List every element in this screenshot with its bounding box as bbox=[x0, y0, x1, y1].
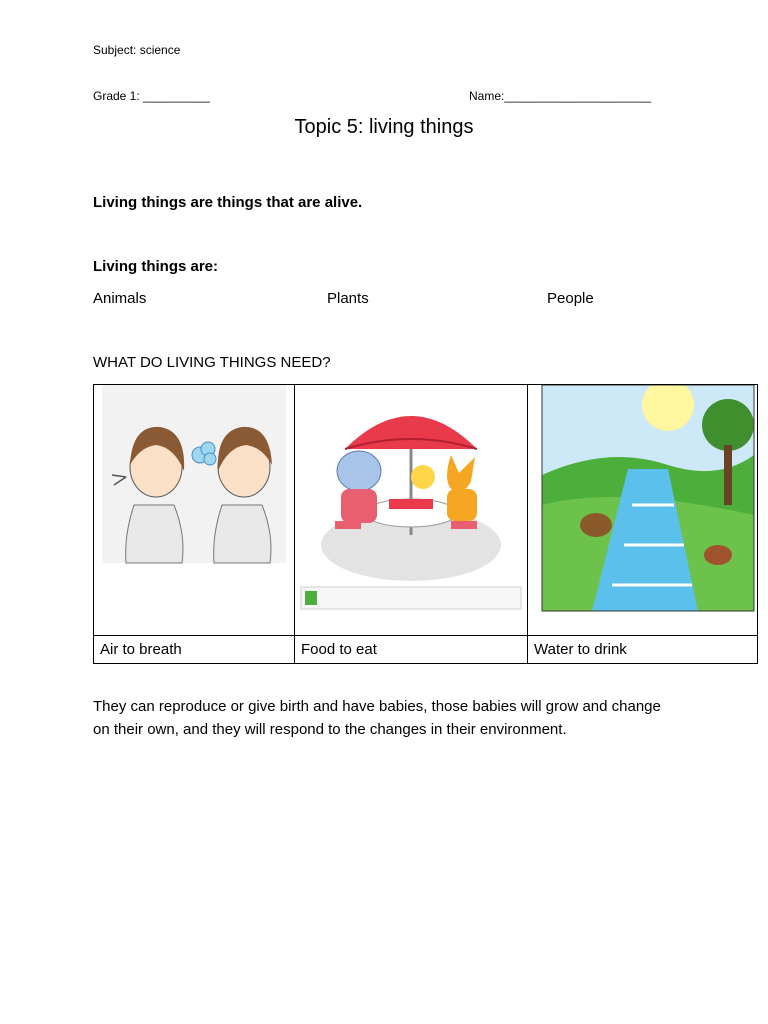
food-image-cell bbox=[295, 385, 528, 636]
reproduction-paragraph: They can reproduce or give birth and have babies, those babies will grow and change on their own, and they will respond to the changes in their environment. bbox=[93, 698, 661, 738]
breathing-illustration-icon bbox=[94, 385, 294, 635]
needs-question: WHAT DO LIVING THINGS NEED? bbox=[93, 354, 331, 371]
food-caption: Food to eat bbox=[295, 636, 528, 664]
air-image-cell bbox=[94, 385, 295, 636]
living-thing-people: People bbox=[547, 290, 594, 307]
living-thing-animals: Animals bbox=[93, 290, 147, 307]
air-caption: Air to breath bbox=[94, 636, 295, 664]
grade-label: Grade 1: __________ bbox=[93, 89, 210, 103]
picnic-table-illustration-icon bbox=[295, 385, 527, 635]
page-title: Topic 5: living things bbox=[294, 116, 474, 138]
forest-stream-illustration-icon bbox=[528, 385, 757, 635]
living-things-heading: Living things are: bbox=[93, 258, 219, 275]
water-caption: Water to drink bbox=[528, 636, 758, 664]
subject-label: Subject: science bbox=[93, 43, 181, 57]
water-image-cell bbox=[528, 385, 758, 636]
living-thing-plants: Plants bbox=[327, 290, 369, 307]
name-label: Name:______________________ bbox=[469, 89, 652, 103]
definition-text: Living things are things that are alive. bbox=[93, 194, 363, 211]
needs-table bbox=[93, 384, 758, 664]
